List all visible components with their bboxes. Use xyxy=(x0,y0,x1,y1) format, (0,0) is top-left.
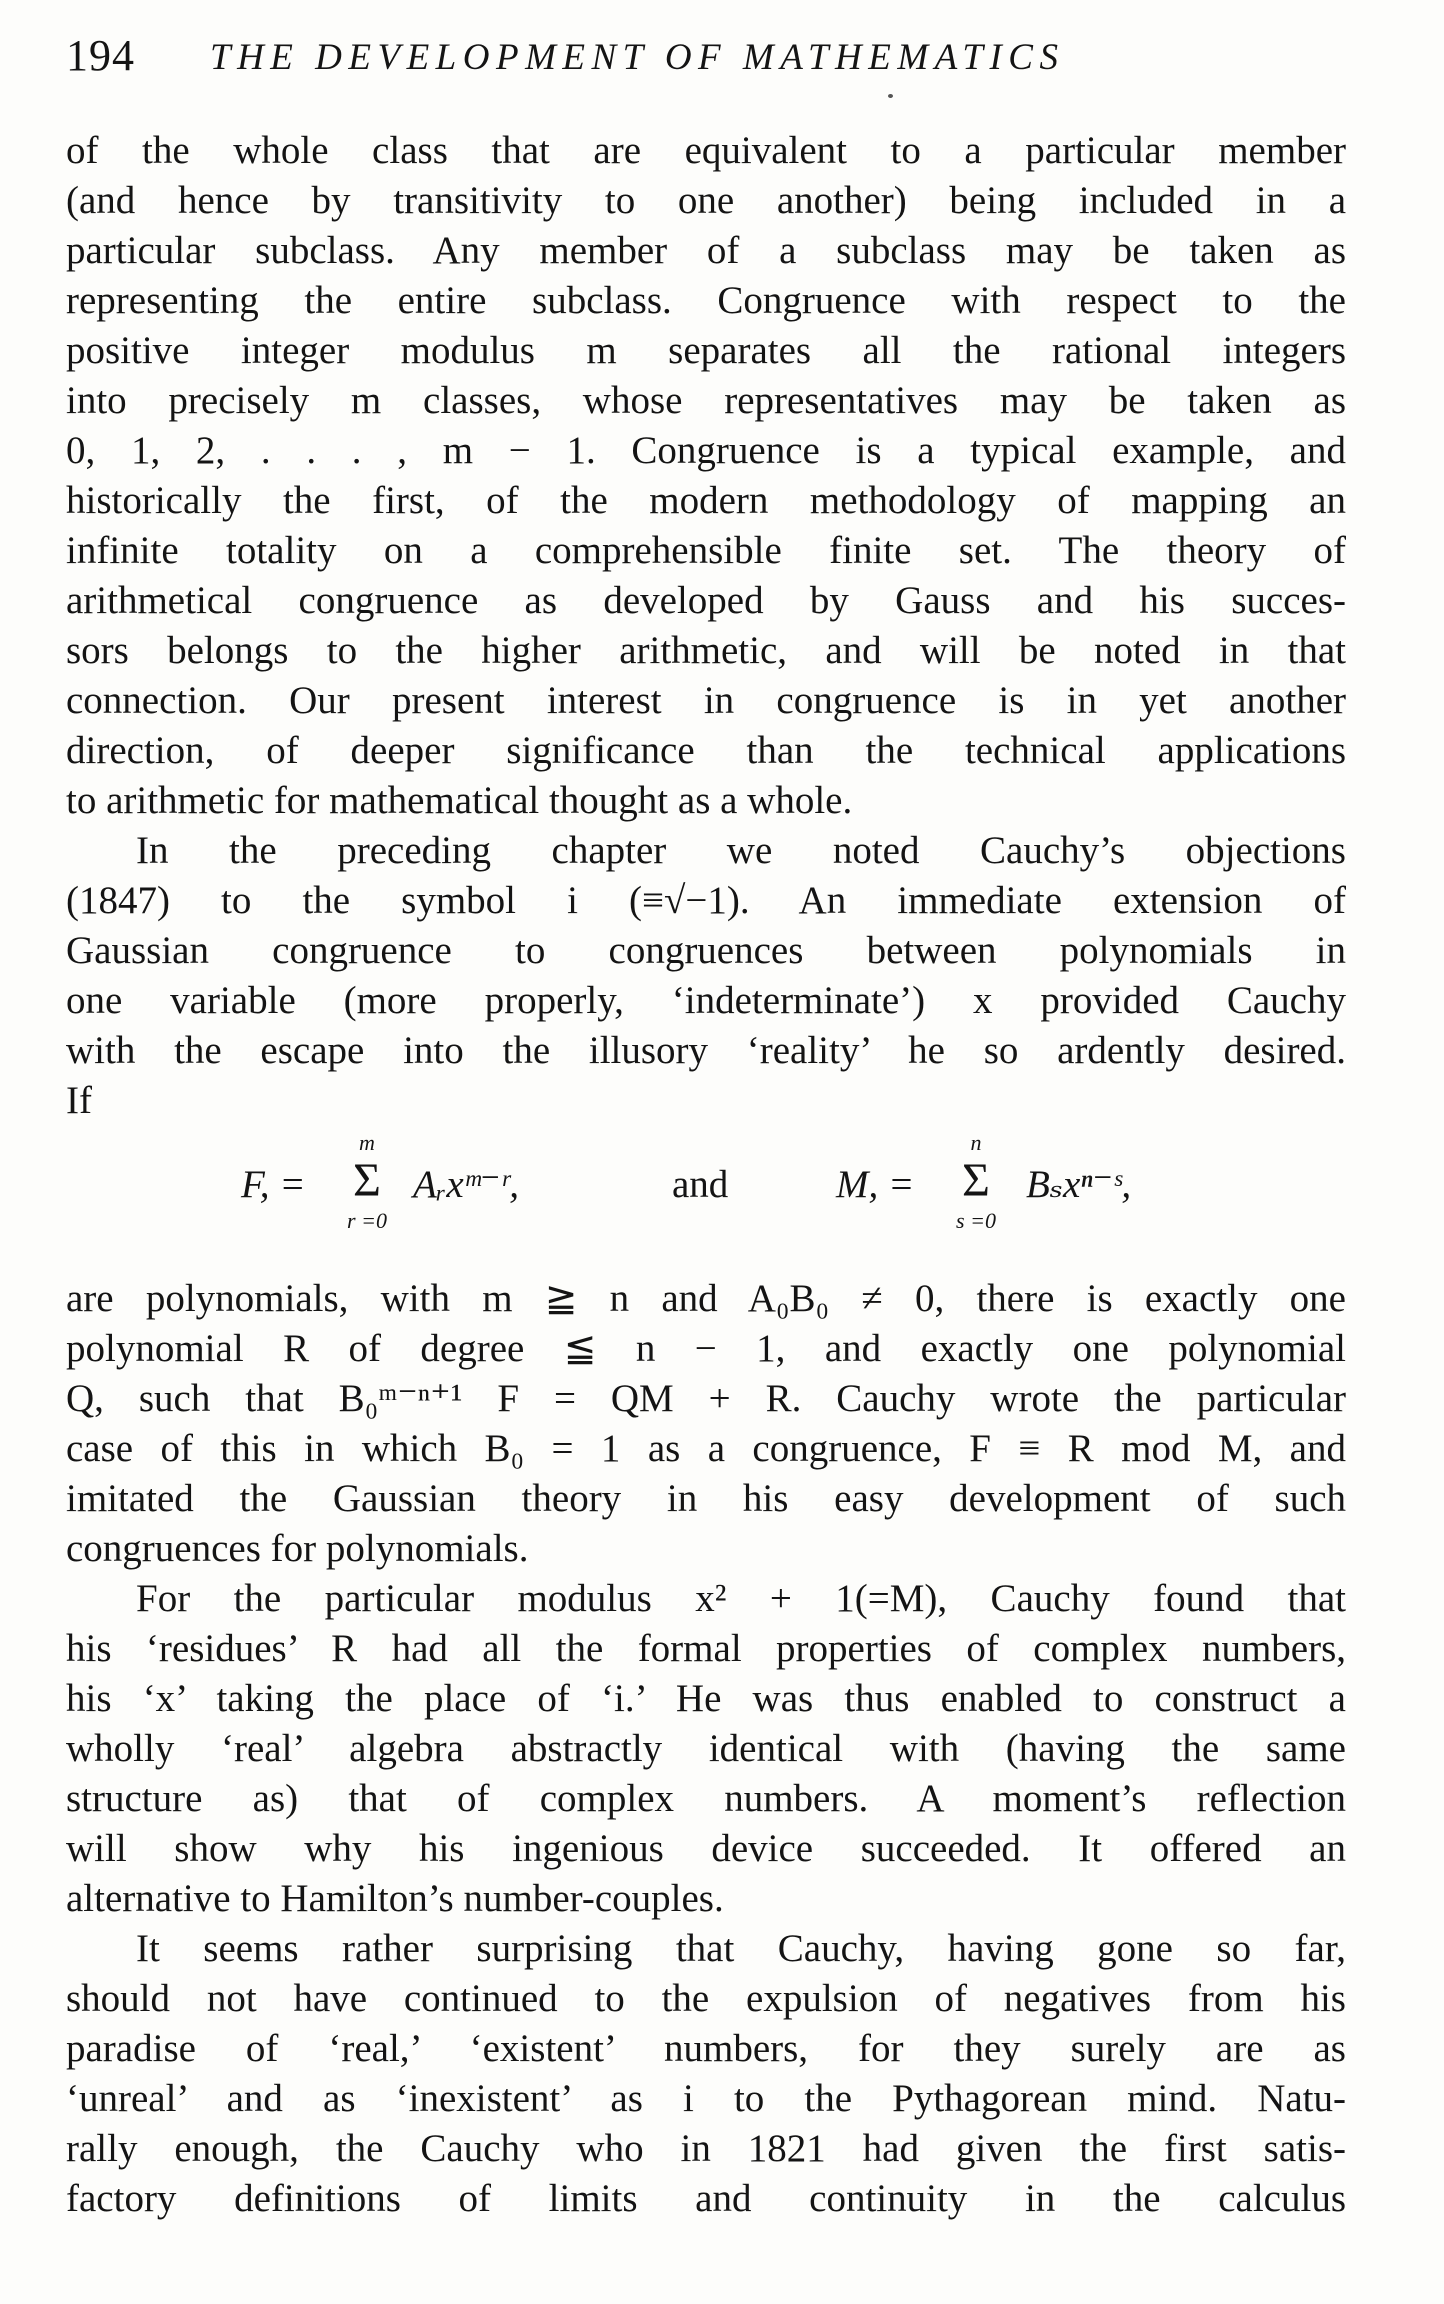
text-line: his ‘residues’ R had all the formal properties of complex numbers, xyxy=(66,1627,1346,1670)
text-line: imitated the Gaussian theory in his easy development of such xyxy=(66,1477,1346,1520)
text-line: positive integer modulus m separates all the rational integers xyxy=(66,329,1346,372)
page-number: 194 xyxy=(66,31,135,80)
text-line: will show why his ingenious device succeeded. It offered an xyxy=(66,1827,1346,1870)
text-line: alternative to Hamilton’s number-couples. xyxy=(66,1877,724,1920)
text-line: case of this in which B₀ = 1 as a congruence, F ≡ R mod M, and xyxy=(66,1427,1346,1470)
text-line: If xyxy=(66,1079,92,1122)
equation-joiner: and xyxy=(672,1163,729,1206)
text-line: are polynomials, with m ≧ n and A₀B₀ ≠ 0, there is exactly one xyxy=(66,1277,1346,1320)
text-line: should not have continued to the expulsion of negatives from his xyxy=(66,1977,1346,2020)
text-line: arithmetical congruence as developed by Gauss and his succes- xyxy=(66,579,1346,622)
text-line: particular subclass. Any member of a subclass may be taken as xyxy=(66,229,1346,272)
text-line: into precisely m classes, whose representatives may be taken as xyxy=(66,379,1346,422)
text-line: with the escape into the illusory ‘reality’ he so ardently desired. xyxy=(66,1029,1346,1072)
f-sum-term: Aᵣxᵐ⁻ʳ, xyxy=(413,1163,519,1206)
text-line: (and hence by transitivity to one another) being included in a xyxy=(66,179,1346,222)
f-sum-lower-limit: r =0 xyxy=(347,1208,387,1233)
m-sum-operator xyxy=(936,1130,1016,1236)
m-sum-lower-limit: s =0 xyxy=(956,1208,996,1233)
text-line: infinite totality on a comprehensible finite set. The theory of xyxy=(66,529,1346,572)
paragraph-start-line: For the particular modulus x² + 1(=M), Cauchy found that xyxy=(136,1577,1346,1620)
text-line: (1847) to the symbol i (≡√−1). An immediate extension of xyxy=(66,879,1346,922)
f-sum-operator xyxy=(327,1130,407,1236)
page-header xyxy=(66,28,1346,88)
text-line: Gaussian congruence to congruences between polynomials in xyxy=(66,929,1346,972)
text-line: connection. Our present interest in congruence is in yet another xyxy=(66,679,1346,722)
m-sum-formula xyxy=(836,1120,1236,1260)
text-line: Q, such that B₀ᵐ⁻ⁿ⁺¹ F = QM + R. Cauchy wrote the particular xyxy=(66,1377,1346,1420)
text-line: paradise of ‘real,’ ‘existent’ numbers, for they surely are as xyxy=(66,2027,1346,2070)
text-line: direction, of deeper significance than the technical applications xyxy=(66,729,1346,772)
m-sum-upper-limit: n xyxy=(970,1130,982,1155)
m-sum-term: Bₛxⁿ⁻ˢ, xyxy=(1026,1163,1132,1206)
text-line: wholly ‘real’ algebra abstractly identical with (having the same xyxy=(66,1727,1346,1770)
f-sum-upper-limit: m xyxy=(359,1130,375,1155)
sigma-symbol: Σ xyxy=(962,1154,990,1207)
text-line: his ‘x’ taking the place of ‘i.’ He was thus enabled to construct a xyxy=(66,1677,1346,1720)
text-line: sors belongs to the higher arithmetic, and will be noted in that xyxy=(66,629,1346,672)
text-line: historically the first, of the modern methodology of mapping an xyxy=(66,479,1346,522)
text-line: of the whole class that are equivalent to a particular member xyxy=(66,129,1346,172)
print-speck xyxy=(888,94,893,98)
paragraph-start-line: In the preceding chapter we noted Cauchy’s objections xyxy=(136,829,1346,872)
text-line: congruences for polynomials. xyxy=(66,1527,529,1570)
text-line: to arithmetic for mathematical thought as a whole. xyxy=(66,779,853,822)
running-head: THE DEVELOPMENT OF MATHEMATICS xyxy=(210,37,1065,78)
text-line: factory definitions of limits and continuity in the calculus xyxy=(66,2177,1346,2220)
f-sum-formula xyxy=(241,1120,601,1260)
paragraph-start-line: It seems rather surprising that Cauchy, having gone so far, xyxy=(136,1927,1346,1970)
text-line: representing the entire subclass. Congruence with respect to the xyxy=(66,279,1346,322)
text-line: ‘unreal’ and as ‘inexistent’ as i to the Pythagorean mind. Natu- xyxy=(66,2077,1346,2120)
m-sum-lhs: M, = xyxy=(836,1163,915,1206)
text-line: rally enough, the Cauchy who in 1821 had given the first satis- xyxy=(66,2127,1346,2170)
text-line: polynomial R of degree ≦ n − 1, and exactly one polynomial xyxy=(66,1327,1346,1370)
display-equation xyxy=(66,1120,1346,1260)
text-line: one variable (more properly, ‘indeterminate’) x provided Cauchy xyxy=(66,979,1346,1022)
text-block-lower xyxy=(66,1274,1346,2224)
text-line: 0, 1, 2, . . . , m − 1. Congruence is a typical example, and xyxy=(66,429,1346,472)
sigma-symbol: Σ xyxy=(353,1154,381,1207)
text-line: structure as) that of complex numbers. A moment’s reflection xyxy=(66,1777,1346,1820)
f-sum-lhs: F, = xyxy=(241,1163,306,1206)
text-block-upper xyxy=(66,126,1346,1126)
